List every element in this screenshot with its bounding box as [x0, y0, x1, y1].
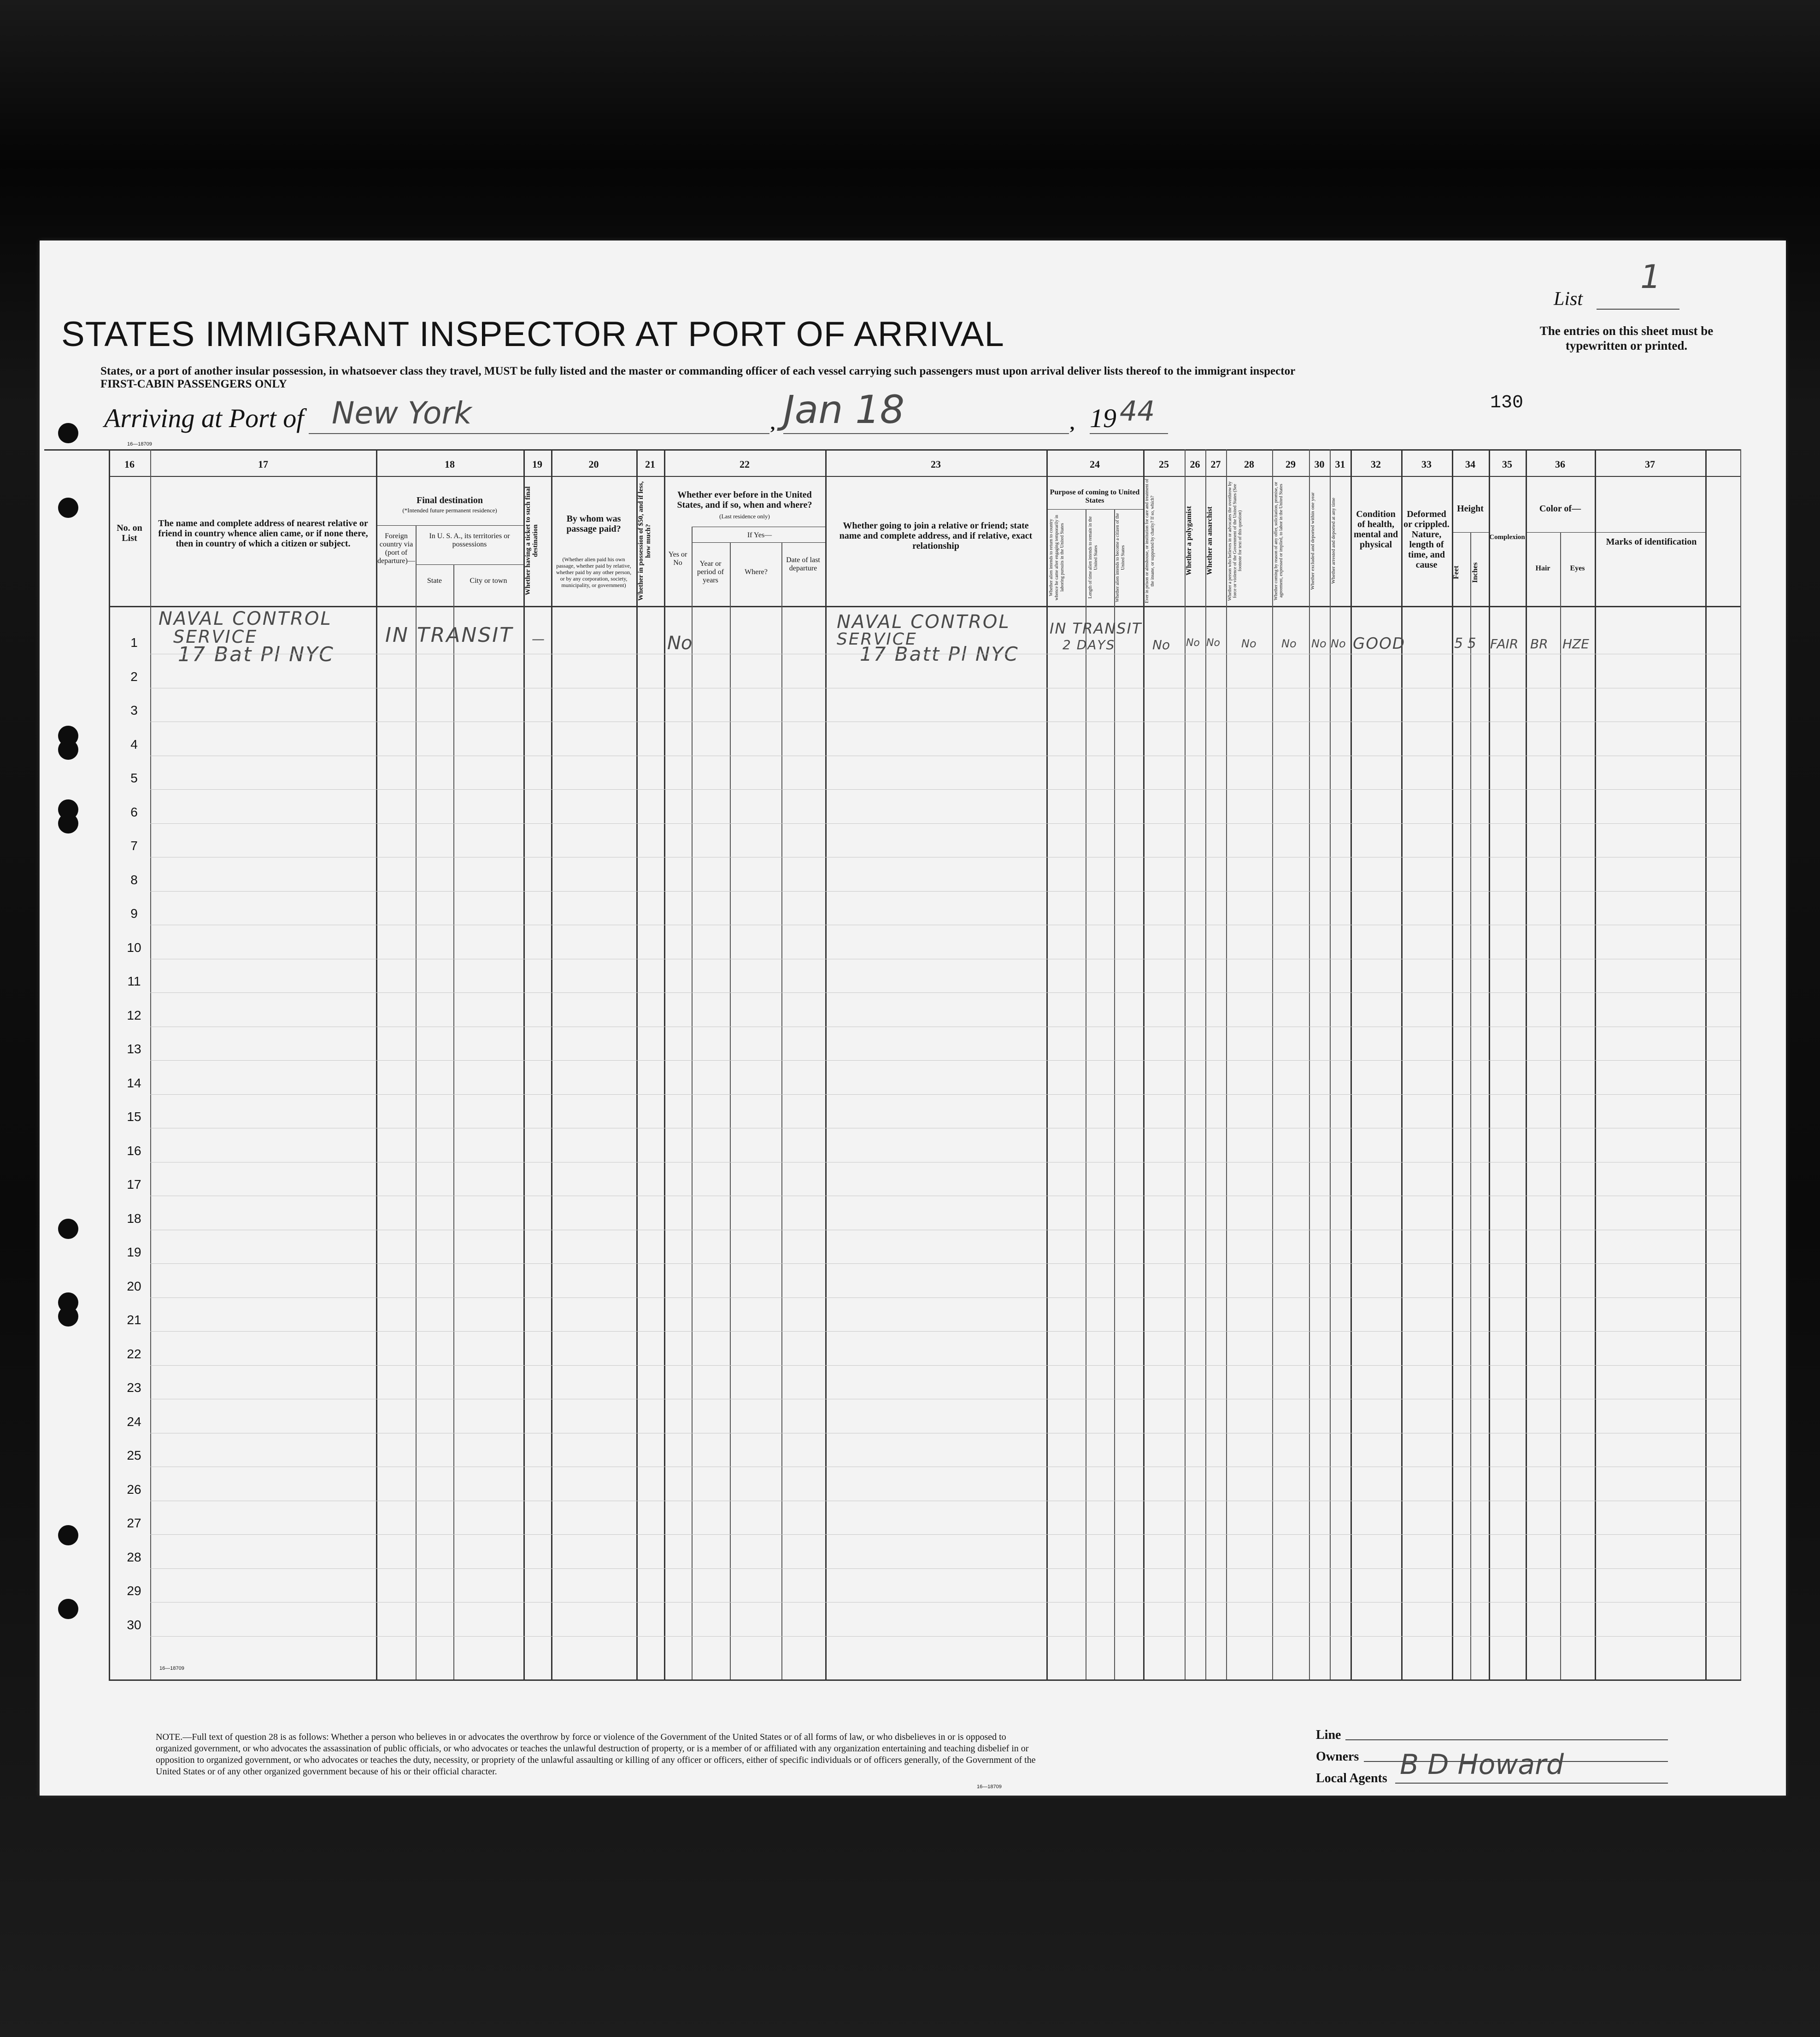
entry1-relative-line1: NAVAL CONTROL	[159, 608, 332, 629]
col-num-19: 19	[532, 458, 542, 470]
row-number: 14	[127, 1075, 141, 1090]
col-num-18: 18	[445, 458, 455, 470]
year-suffix: 44	[1120, 395, 1155, 428]
arriving-label: Arriving at Port of	[104, 403, 304, 433]
row-guide-line	[150, 1636, 1740, 1637]
row-guide-line	[150, 1568, 1740, 1569]
manifest-table	[109, 449, 1741, 1684]
header-in-usa: In U. S. A., its territories or possessions	[429, 532, 510, 548]
sub-rule-24	[1046, 509, 1143, 510]
header-polygamist: Whether a polygamist	[1185, 506, 1193, 576]
entry1-relative-line2: SERVICE	[173, 627, 258, 647]
row-number: 20	[127, 1279, 141, 1293]
entry1-c28: No	[1241, 637, 1256, 650]
entry1-before-in-us: No	[667, 633, 693, 654]
col-num-21: 21	[645, 458, 655, 470]
col-num-16: 16	[124, 458, 135, 470]
col-line	[1205, 449, 1206, 1679]
col-num-34: 34	[1465, 458, 1475, 470]
header-final-destination: Final destination	[417, 495, 483, 505]
header-year-period: Year or period of years	[697, 560, 724, 584]
entry1-complexion: FAIR	[1490, 636, 1519, 652]
header-final-destination-sub: (*Intended future permanent residence)	[402, 507, 497, 514]
list-label: List	[1554, 288, 1583, 310]
list-line	[1597, 309, 1679, 310]
col-num-25: 25	[1159, 458, 1169, 470]
entries-note: The entries on this sheet must be typewritten or printed.	[1539, 324, 1714, 352]
punch-hole	[58, 1219, 78, 1239]
row-number: 27	[127, 1516, 141, 1530]
table-form-code: 16—18709	[159, 1666, 184, 1671]
col-line	[1489, 449, 1490, 1679]
header-purpose-return: Whether alien intends to return to country whence he came after engaging temporarily in laboring pursuits in the United States	[1049, 515, 1065, 600]
line-label: Line	[1316, 1728, 1341, 1742]
entry1-c30: No	[1311, 637, 1327, 650]
local-agents-value: B D Howard	[1400, 1749, 1564, 1781]
punch-hole	[58, 1599, 78, 1619]
row-number: 2	[130, 669, 138, 684]
col-num-24: 24	[1090, 458, 1100, 470]
col-num-22: 22	[740, 458, 750, 470]
col-num-37: 37	[1645, 458, 1655, 470]
header-anarchist: Whether an anarchist	[1206, 506, 1214, 575]
header-join-relative: Whether going to join a relative or friend; state name and complete address, and if relative, exact relationship	[839, 521, 1033, 551]
entry1-eyes: HZE	[1562, 636, 1589, 652]
col-line	[730, 542, 731, 1679]
entry1-join-line2: SERVICE	[837, 630, 917, 649]
col-line	[1595, 449, 1596, 1679]
header-inches: Inches	[1471, 562, 1479, 583]
row-guide-line	[150, 891, 1740, 892]
col-line	[664, 449, 665, 1679]
row-guide-line	[150, 992, 1740, 993]
punch-hole	[58, 1306, 78, 1327]
row-number: 6	[130, 804, 138, 819]
comma: ,	[1070, 413, 1074, 434]
table-top-rule	[44, 449, 1741, 451]
col-line	[1705, 449, 1707, 1679]
col-line	[825, 449, 827, 1679]
header-health: Condition of health, mental and physical	[1353, 509, 1398, 550]
row-number: 17	[127, 1177, 141, 1192]
footer-form-code: 16—18709	[977, 1784, 1002, 1790]
row-guide-line	[150, 1060, 1740, 1061]
col-line	[1185, 449, 1186, 1679]
row-guide-line	[150, 1602, 1740, 1603]
row-guide-line	[150, 1263, 1740, 1264]
col-num-36: 36	[1555, 458, 1565, 470]
entry1-ticket: —	[532, 631, 545, 646]
row-number: 26	[127, 1482, 141, 1497]
col-num-27: 27	[1210, 458, 1221, 470]
row-number: 10	[127, 940, 141, 955]
entry1-health: GOOD	[1353, 634, 1406, 653]
col-num-17: 17	[258, 458, 268, 470]
header-date-departure: Date of last departure	[786, 556, 820, 572]
row-number: 30	[127, 1617, 141, 1632]
local-agents-underline	[1395, 1783, 1668, 1784]
entry1-purpose: IN TRANSIT	[1050, 620, 1142, 637]
row-guide-line	[150, 1331, 1740, 1332]
col-line	[1330, 449, 1331, 1679]
entry1-c25: No	[1152, 637, 1170, 652]
col-num-23: 23	[931, 458, 941, 470]
punch-hole	[58, 740, 78, 760]
col-num-32: 32	[1371, 458, 1381, 470]
punch-hole	[58, 813, 78, 834]
header-deformed: Deformed or crippled. Nature, length of time, and cause	[1403, 509, 1450, 570]
header-hair: Hair	[1535, 564, 1550, 572]
row-number: 12	[127, 1008, 141, 1022]
row-number: 15	[127, 1109, 141, 1124]
col-line	[781, 542, 782, 1679]
header-feet: Feet	[1452, 565, 1460, 580]
header-color-of: Color of—	[1539, 504, 1581, 514]
header-excluded: Whether excluded and deported within one year	[1310, 492, 1315, 590]
col-line	[1740, 449, 1741, 1679]
header-purpose-length: Length of time alien intends to remain in the United States	[1088, 516, 1098, 599]
entry1-height: 5 5	[1454, 635, 1476, 652]
list-number: 1	[1640, 258, 1661, 296]
header-arrested: Whether arrested and deported at any time	[1331, 498, 1336, 584]
col-line	[1350, 449, 1352, 1679]
header-ticket: Whether having a ticket to such final destination	[524, 486, 539, 596]
row-guide-line	[150, 1534, 1740, 1535]
row-number: 5	[130, 771, 138, 785]
entry1-join-line1: NAVAL CONTROL	[837, 611, 1010, 633]
row-guide-line	[150, 1094, 1740, 1095]
header-purpose: Purpose of coming to United States	[1050, 488, 1140, 505]
punch-hole	[58, 1525, 78, 1545]
header-possession-50: Whether in possession of $50, and if less, how much?	[637, 481, 652, 601]
col-line	[1401, 449, 1403, 1679]
entry1-c27: No	[1206, 637, 1220, 649]
year-underline	[1090, 433, 1168, 434]
row-number: 1	[130, 635, 138, 650]
row-guide-line	[150, 1297, 1740, 1298]
row-number: 24	[127, 1414, 141, 1429]
row-number: 7	[130, 839, 138, 853]
header-purpose-citizen: Whether alien intends to become a citizen of the United States	[1115, 513, 1126, 602]
date-value: Jan 18	[783, 387, 905, 432]
subtitle-first-cabin: FIRST-CABIN PASSENGERS ONLY	[100, 378, 287, 390]
col-num-26: 26	[1190, 458, 1200, 470]
header-where: Where?	[745, 568, 768, 576]
entry1-c26: No	[1186, 637, 1200, 649]
owners-label: Owners	[1316, 1749, 1359, 1764]
row-guide-line	[150, 789, 1740, 790]
row-number: 3	[130, 703, 138, 717]
row-number: 21	[127, 1313, 141, 1327]
col-num-29: 29	[1286, 458, 1296, 470]
col-num-33: 33	[1421, 458, 1432, 470]
entry1-destination: IN TRANSIT	[385, 623, 514, 647]
row-number: 28	[127, 1550, 141, 1564]
punch-hole	[58, 498, 78, 518]
col-line	[523, 449, 525, 1679]
local-agents-label: Local Agents	[1316, 1771, 1387, 1785]
header-prison: Ever in prison or almshouse, or institution for care and treatment of the insane, or supported by charity? If so, which?	[1145, 479, 1155, 603]
entry1-relative-line3: 17 Bat Pl NYC	[178, 643, 335, 666]
header-yes-no: Yes or No	[668, 551, 687, 567]
col-line	[1226, 449, 1227, 1679]
col-line	[453, 564, 454, 1679]
row-guide-line	[150, 1365, 1740, 1366]
header-city: City or town	[470, 577, 507, 585]
line-underline	[1345, 1739, 1668, 1740]
entry1-length: 2 DAYS	[1063, 637, 1115, 652]
col-line	[1526, 449, 1527, 1679]
row-number: 9	[130, 906, 138, 921]
col-line	[1560, 532, 1561, 1679]
port-underline	[309, 433, 769, 434]
header-if-yes: If Yes—	[747, 531, 772, 539]
col-line	[551, 449, 552, 1679]
col-line	[1309, 449, 1310, 1679]
col-num-31: 31	[1335, 458, 1345, 470]
entry1-c29: No	[1281, 637, 1297, 650]
header-marks: Marks of identification	[1606, 537, 1697, 547]
table-rule	[109, 476, 1741, 477]
sheet-number: 130	[1490, 393, 1524, 413]
row-number: 25	[127, 1448, 141, 1462]
sub-rule-18b	[416, 564, 523, 565]
header-height: Height	[1457, 504, 1484, 514]
col-line	[376, 449, 377, 1679]
header-no-on-list: No. on List	[117, 523, 142, 543]
col-line	[636, 449, 638, 1679]
col-line	[1452, 449, 1453, 1679]
sub-rule-37	[1595, 532, 1705, 533]
table-bottom-rule	[109, 1679, 1741, 1681]
col-line	[416, 525, 417, 1679]
row-number: 29	[127, 1584, 141, 1598]
header-overthrow: Whether a person who believes in or advocates the overthrow by force or violence of the Government of the United States (See footnote for text of this question)	[1227, 481, 1243, 601]
header-passage-paid-sub: (Whether alien paid his own passage, whether paid by relative, whether paid by any other person, or by any corporation, society, municipality, or government)	[556, 556, 632, 588]
col-num-30: 30	[1314, 458, 1325, 470]
col-line	[1272, 449, 1273, 1679]
comma: ,	[770, 413, 775, 434]
sub-rule-22b	[692, 542, 825, 543]
header-nearest-relative: The name and complete address of nearest relative or friend in country whence alien came, or if none there, then in country of which a citizen or subject.	[158, 518, 368, 549]
header-eyes: Eyes	[1570, 564, 1585, 572]
header-passage-paid: By whom was passage paid?	[566, 514, 621, 534]
table-header-rule	[109, 606, 1741, 607]
year-prefix: 19	[1090, 403, 1116, 433]
col-num-35: 35	[1502, 458, 1512, 470]
entry1-join-line3: 17 Batt Pl NYC	[860, 643, 1019, 665]
entry1-c31: No	[1331, 637, 1346, 650]
row-guide-line	[150, 823, 1740, 824]
col-line	[1470, 532, 1471, 1679]
col-line	[1143, 449, 1145, 1679]
row-number: 16	[127, 1143, 141, 1158]
form-code: 16—18709	[127, 441, 152, 447]
port-value: New York	[332, 395, 472, 431]
col-line	[692, 527, 693, 1679]
header-complexion: Complexion	[1489, 534, 1525, 541]
header-offer-labor: Whether coming by reason of any offer, solicitation, promise, or agreement, expressed or implied, to labor in the United States	[1274, 481, 1284, 600]
footnote-question-28: NOTE.—Full text of question 28 is as follows: Whether a person who believes in or advocates the overthrow by force or violence of the Government of the United States or of all forms of law, or who disbelieves in or is opposed to organized government, or who advocates the assassination of public officials, or who advocates or teaches the unlawful destruction of property, or is a member of or affiliated with any organization entertaining and teaching disbelief in or opposition to organized government, or who advocates or teaches the duty, necessity, or propriety of the unlawful assaulting or killing of any officer or officers, either of specific individuals or of officers generally, of the Government of the United States or of any other organized government because of his or their official character.	[156, 1732, 1036, 1777]
header-foreign-country: Foreign country via (port of departure)—	[377, 532, 415, 565]
col-line	[1046, 449, 1048, 1679]
header-state: State	[427, 577, 442, 585]
col-num-28: 28	[1244, 458, 1254, 470]
subtitle-instructions: States, or a port of another insular possession, in whatsoever class they travel, MUST be fully listed and the master or commanding officer of each vessel carrying such passengers must upon arrival deliver lists thereof to the immigrant inspector	[100, 365, 1296, 377]
row-number: 8	[130, 872, 138, 887]
header-ever-before: Whether ever before in the United States, and if so, when and where?	[677, 490, 812, 510]
row-number: 23	[127, 1380, 141, 1395]
col-num-20: 20	[588, 458, 599, 470]
row-number: 22	[127, 1346, 141, 1361]
row-number: 19	[127, 1245, 141, 1259]
punch-hole	[58, 423, 78, 443]
page-title: STATES IMMIGRANT INSPECTOR AT PORT OF ARRIVAL	[61, 315, 1004, 354]
entry1-hair: BR	[1530, 636, 1548, 652]
header-last-residence: (Last residence only)	[719, 513, 770, 520]
row-number: 13	[127, 1042, 141, 1056]
row-number: 11	[127, 974, 141, 988]
date-underline	[783, 433, 1069, 434]
sub-rule-18	[376, 525, 523, 526]
row-number: 18	[127, 1211, 141, 1226]
row-number: 4	[130, 737, 138, 751]
